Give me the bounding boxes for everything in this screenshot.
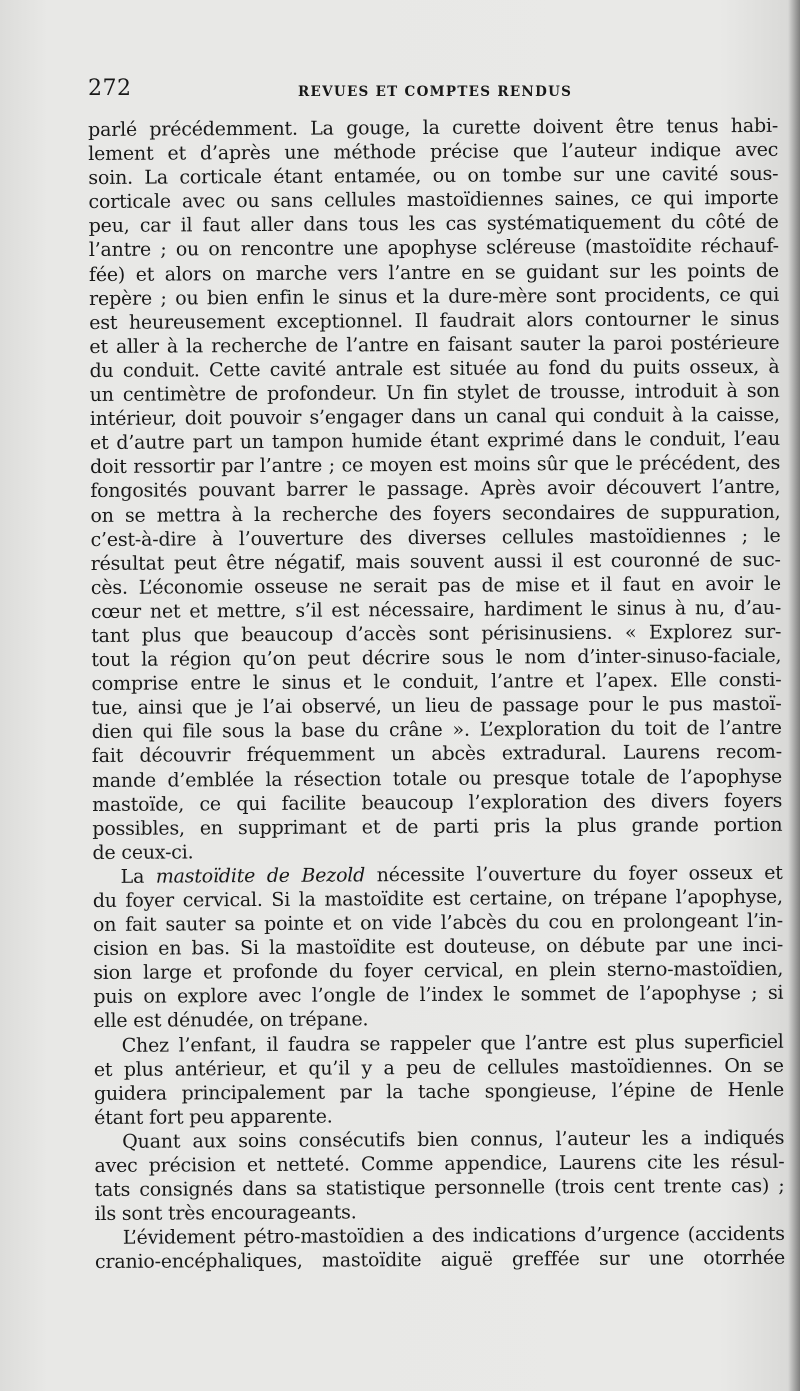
text-line: est heureusement exceptionnel. Il faudrait alors contourner le sinus [89, 307, 780, 334]
text-line: fait découvrir fréquemment un abcès extradural. Laurens recom- [91, 741, 782, 768]
text-line: peu, car il faut aller dans tous les cas systématiquement du côté de [88, 211, 779, 238]
text-line: fongosités pouvant barrer le passage. Après avoir découvert l’antre, [90, 476, 781, 503]
text-line: mande d’emblée la résection totale ou presque totale de l’apophyse [91, 765, 783, 792]
text-line: mastoïde, ce qui facilite beaucoup l’exploration des divers foyers [92, 789, 783, 816]
page-header [88, 76, 778, 106]
text-line: étant fort peu apparente. [94, 1105, 333, 1129]
text-line: et aller à la recherche de l’antre en faisant sauter la paroi postérieure [89, 331, 780, 358]
text-line: résultat peut être négatif, mais souvent aussi il est couronné de suc- [90, 548, 781, 575]
paragraph-first-line: Chez l’enfant, il faudra se rappeler que l’antre est plus superficiel [121, 1030, 784, 1057]
text-line: doit ressortir par l’antre ; ce moyen est moins sûr que le précédent, des [90, 452, 781, 479]
page-edge-shadow [788, 0, 800, 1391]
text-line: cision en bas. Si la mastoïdite est douteuse, on débute par une inci- [93, 933, 784, 961]
text-line: du foyer cervical. Si la mastoïdite est certaine, on trépane l’apophyse, [92, 885, 783, 912]
text-line: elle est dénudée, on trépane. [93, 1008, 369, 1033]
text-line: corticale avec ou sans cellules mastoïdiennes saines, ce qui importe [88, 187, 779, 214]
text-line: parlé précédemment. La gouge, la curette doivent être tenus habi- [88, 114, 779, 141]
text-line: du conduit. Cette cavité antrale est située au fond du puits osseux, à [89, 355, 780, 382]
text-line: tats consignés dans sa statistique personnelle (trois cent trente cas) ; [94, 1174, 785, 1202]
text-line: et d’autre part un tampon humide étant exprimé dans le conduit, l’eau [89, 427, 781, 455]
text-line: cès. L’économie osseuse ne serait pas de mise et il faut en avoir le [90, 572, 781, 599]
text-line: sion large et profonde du foyer cervical, en plein sterno-mastoïdien, [93, 958, 784, 985]
text-line: possibles, en supprimant et de parti pris la plus grande portion [92, 813, 783, 840]
text-line: avec précision et netteté. Comme appendice, Laurens cite les résul- [94, 1150, 785, 1178]
paragraph-first-line: L’évidement pétro-mastoïdien a des indications d’urgence (accidents [122, 1223, 785, 1250]
text-span: La [120, 865, 156, 888]
text-line: cœur net et mettre, s’il est nécessaire, hardiment le sinus à nu, d’au- [90, 596, 782, 623]
text-line: et plus antérieur, et qu’il y a peu de cellules mastoïdiennes. On se [93, 1054, 784, 1081]
text-line: guidera principalement par la tache spongieuse, l’épine de Henle [93, 1078, 785, 1105]
italic-term: mastoïdite de Bezold [155, 864, 366, 888]
text-span: nécessite l’ouverture du foyer osseux et [365, 861, 783, 887]
text-line: tant plus que beaucoup d’accès sont périsinusiens. « Explorez sur- [91, 620, 782, 647]
text-line: comprise entre le sinus et le conduit, l’antre et l’apex. Elle consti- [91, 668, 782, 696]
text-line: cranio-encéphaliques, mastoïdite aiguë greffée sur une otorrhée [94, 1247, 786, 1274]
text-line: de ceux-ci. [92, 841, 194, 864]
text-line: on se mettra à la recherche des foyers secondaires de suppuration, [90, 500, 781, 527]
text-line: soin. La corticale étant entamée, ou on tombe sur une cavité sous- [88, 162, 779, 190]
text-line: un centimètre de profondeur. Un fin stylet de trousse, introduit à son [89, 379, 780, 407]
text-line: c’est-à-dire à l’ouverture des diverses cellules mastoïdiennes ; le [90, 524, 781, 551]
text-line: tout la région qu’on peut décrire sous le nom d’inter-sinuso-faciale, [91, 644, 782, 672]
text-line: tue, ainsi que je l’ai observé, un lieu de passage pour le pus mastoï- [91, 693, 782, 720]
page-number: 272 [88, 76, 132, 101]
text-line: repère ; ou bien enfin le sinus et la dure-mère sont procidents, ce qui [89, 283, 780, 310]
paragraph-first-line: Quant aux soins consécutifs bien connus, l’auteur les a indiqués [122, 1126, 785, 1153]
text-line: intérieur, doit pouvoir s’engager dans un canal qui conduit à la caisse, [89, 403, 780, 431]
text-line: fée) et alors on marche vers l’antre en se guidant sur les points de [88, 259, 780, 286]
text-line: on fait sauter sa pointe et on vide l’abcès du cou en prolongeant l’in- [92, 909, 783, 937]
body-text [88, 114, 785, 1275]
text-line: l’antre ; ou on rencontre une apophyse scléreuse (mastoïdite réchauf- [88, 235, 779, 262]
text-line: dien qui file sous la base du crâne ». L’exploration du toit de l’antre [91, 717, 782, 744]
running-head: REVUES ET COMPTES RENDUS [298, 84, 573, 100]
text-line: puis on explore avec l’ongle de l’index le sommet de l’apophyse ; si [93, 982, 784, 1009]
text-line: lement et d’après une méthode précise que l’auteur indique avec [88, 138, 779, 166]
text-line: ils sont très encourageants. [94, 1201, 357, 1226]
